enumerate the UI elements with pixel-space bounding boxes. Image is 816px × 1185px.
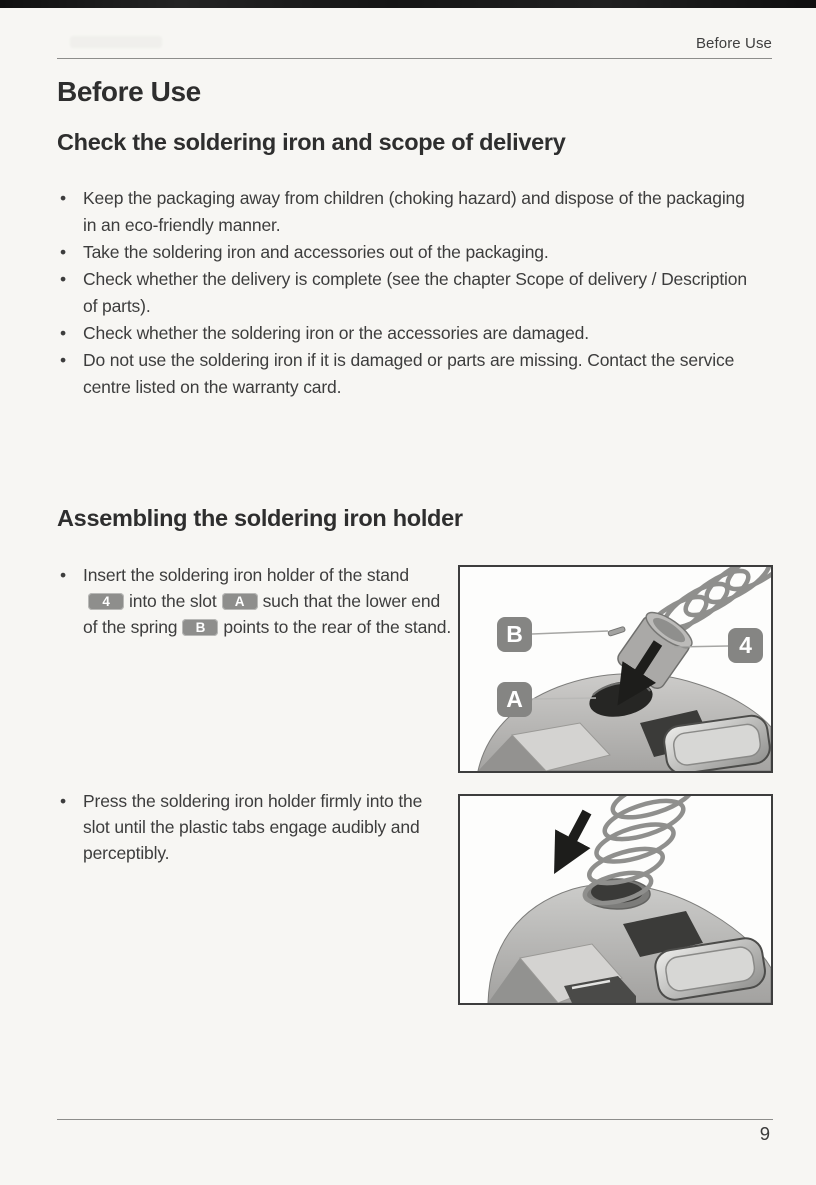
- list-item: • Take the soldering iron and accessories out of the packaging.: [57, 239, 749, 266]
- part-badge-4: 4: [88, 593, 124, 610]
- section-heading-check: Check the soldering iron and scope of delivery: [57, 129, 566, 155]
- footer-rule: [57, 1119, 773, 1120]
- list-item: • Press the soldering iron holder firmly into the slot until the plastic tabs engage audibly and perceptibly.: [57, 788, 453, 866]
- svg-text:A: A: [506, 686, 523, 712]
- list-item: [57, 562, 453, 640]
- figure-insert-holder: [458, 565, 773, 773]
- instruction-text: Insert the soldering iron holder of the stand: [83, 565, 409, 585]
- spring-end-pin: [608, 626, 626, 636]
- instruction-text: into the slot: [129, 591, 217, 611]
- section-heading-assemble: Assembling the soldering iron holder: [57, 505, 463, 531]
- page-title: Before Use: [57, 76, 201, 107]
- list-item: • Keep the packaging away from children (choking hazard) and dispose of the packaging in an eco-friendly manner.: [57, 185, 749, 239]
- page-number: 9: [759, 1123, 770, 1144]
- scan-top-edge-bar: [0, 0, 816, 8]
- insert-instruction: [57, 562, 453, 640]
- figure-label-4: [728, 628, 763, 663]
- svg-text:B: B: [506, 621, 523, 647]
- running-head: Before Use: [695, 35, 772, 52]
- instruction-text: points to the rear of the stand.: [223, 617, 452, 637]
- figure-press-holder: [458, 794, 773, 1005]
- figure-label-a: [497, 682, 532, 717]
- press-instruction: [57, 788, 453, 866]
- svg-text:4: 4: [739, 632, 752, 658]
- header-rule: [57, 58, 772, 59]
- press-arrow-icon: [570, 812, 587, 844]
- list-item: • Do not use the soldering iron if it is damaged or parts are missing. Contact the service centre listed on the warranty card.: [57, 347, 749, 401]
- spring-badge-b: B: [182, 619, 218, 636]
- list-item: • Check whether the delivery is complete (see the chapter Scope of delivery / Description of parts).: [57, 266, 749, 320]
- slot-badge-a: A: [222, 593, 258, 610]
- figure-label-b: [497, 617, 532, 652]
- check-bullet-list: [57, 185, 749, 401]
- bleed-through-ghost: [70, 36, 162, 48]
- instruction-text: such that the lower end of the spring: [83, 591, 441, 637]
- list-item: • Check whether the soldering iron or the accessories are damaged.: [57, 320, 749, 347]
